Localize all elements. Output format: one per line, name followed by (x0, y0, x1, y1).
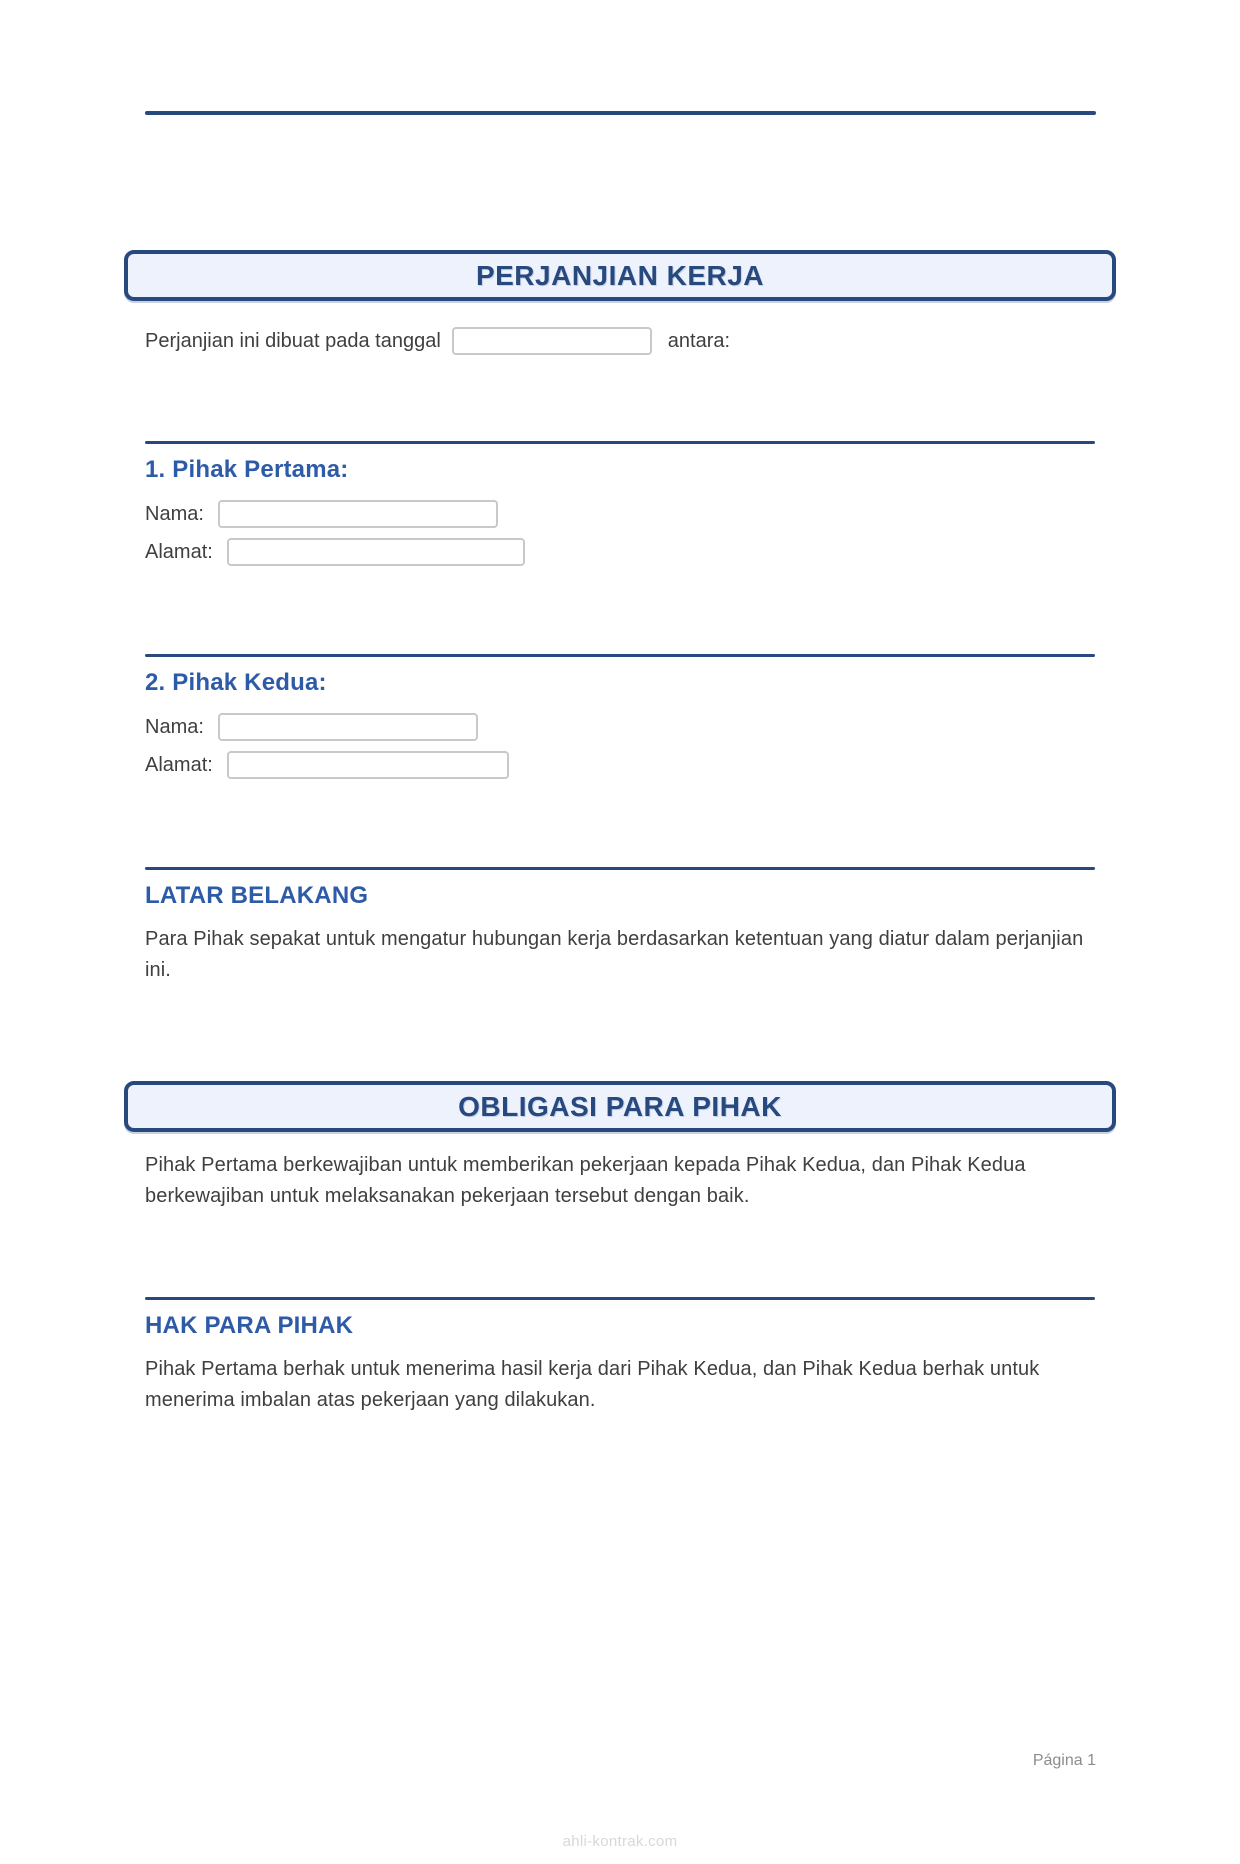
intro-text-before: Perjanjian ini dibuat pada tanggal (145, 329, 441, 352)
watermark: ahli-kontrak.com (562, 1833, 678, 1850)
party1-alamat-input[interactable] (227, 538, 525, 566)
party1-nama-input[interactable] (218, 500, 498, 528)
section-divider (145, 867, 1095, 870)
party1-nama-label: Nama: (145, 502, 204, 525)
party2-nama-input[interactable] (218, 713, 478, 741)
obligasi-body: Pihak Pertama berkewajiban untuk memberikan pekerjaan kepada Pihak Kedua, dan Pihak Kedua berkewajiban untuk melaksanakan pekerjaan tersebut dengan baik. (145, 1154, 1026, 1207)
party2-heading: 2. Pihak Kedua: (145, 669, 327, 696)
party1-alamat-label: Alamat: (145, 540, 213, 563)
party1-heading: 1. Pihak Pertama: (145, 456, 349, 483)
intro-text-after: antara: (667, 329, 731, 352)
document-content (145, 250, 1095, 1416)
latar-belakang-heading: LATAR BELAKANG (145, 882, 369, 909)
section-divider (145, 654, 1095, 657)
party2-nama-row (145, 713, 1095, 741)
header-rule (145, 111, 1096, 115)
latar-belakang-body: Para Pihak sepakat untuk mengatur hubungan kerja berdasarkan ketentuan yang diatur dalam perjanjian ini. (145, 928, 1084, 981)
party2-nama-label: Nama: (145, 715, 204, 738)
hak-heading: HAK PARA PIHAK (145, 1312, 354, 1339)
party1-nama-row (145, 500, 1095, 528)
intro-row (145, 326, 1095, 356)
main-title-box (124, 250, 1116, 301)
section-divider (145, 441, 1095, 444)
obligasi-title-box (124, 1081, 1116, 1132)
hak-body: Pihak Pertama berhak untuk menerima hasil kerja dari Pihak Kedua, dan Pihak Kedua berhak untuk menerima imbalan atas pekerjaan yang dilakukan. (145, 1358, 1040, 1411)
date-input[interactable] (452, 327, 652, 355)
party2-alamat-input[interactable] (227, 751, 509, 779)
party2-alamat-label: Alamat: (145, 753, 213, 776)
section-divider (145, 1297, 1095, 1300)
obligasi-title: OBLIGASI PARA PIHAK (458, 1090, 782, 1122)
page-number: Página 1 (1032, 1752, 1096, 1769)
party1-alamat-row (145, 538, 1095, 566)
party2-alamat-row (145, 751, 1095, 779)
main-title: PERJANJIAN KERJA (475, 259, 765, 291)
